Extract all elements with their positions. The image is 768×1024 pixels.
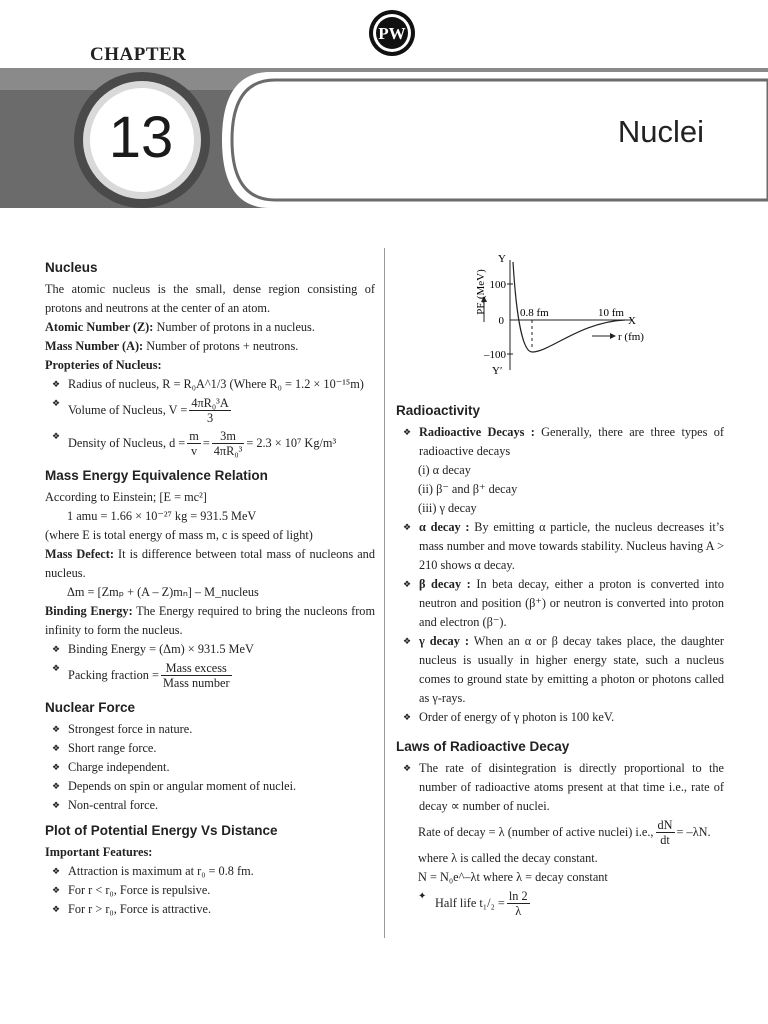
energy-note: (where E is total energy of mass m, c is speed of light) [45, 528, 313, 542]
packing-fraction-formula: ❖ Packing fraction = $\frac{\text{Mass excess}}{\text{Mass number}}$ [45, 659, 375, 692]
atomic-number-def: Atomic Number (Z): Number of protons in a nucleus. [45, 320, 315, 334]
nuclear-force-item: ❖ Short range force. [45, 739, 375, 758]
nuclear-force-item: ❖ Depends on spin or angular moment of nuclei. [45, 777, 375, 796]
y-tick-label-top: 100 [489, 279, 506, 291]
radioactive-decays: ❖ Radioactive Decays : Generally, there are three types of radioactive decays [396, 423, 724, 461]
gamma-decay: ❖ γ decay : When an α or β decay takes place, the daughter nucleus is usually in higher energy state, such a nucleus comes to ground state by emitting a photon or photons called as γ-rays. [396, 632, 724, 708]
section-heading-nuclear-force: Nuclear Force [45, 700, 136, 715]
einstein-relation: According to Einstein; [E = mc²] [45, 490, 207, 504]
gamma-energy-order: ❖ Order of energy of γ photon is 100 keV. [396, 708, 724, 727]
y-tick-label-bottom: –100 [484, 349, 506, 361]
section-heading-nucleus: Nucleus [45, 260, 98, 275]
right-column [396, 395, 724, 920]
decay-type-item: (ii) β⁻ and β⁺ decay [418, 482, 518, 496]
left-column [45, 252, 375, 919]
pe-feature-item: ❖ For r < r₀, Force is repulsive. [45, 881, 375, 900]
decay-type-item: (iii) γ decay [418, 501, 477, 515]
half-life-formula: ✦ Half life t₁/₂ = $\frac{\ln 2}{\lambda}$ [412, 887, 724, 920]
r-arrow-head [610, 333, 616, 339]
rate-of-decay-formula: Rate of decay = λ (number of active nuclei) i.e., $\frac{dN}{dt}$ = –λN. [418, 818, 711, 847]
y-tick-label-zero: 0 [498, 315, 504, 327]
binding-energy-formula: ❖ Binding Energy = (Δm) × 931.5 MeV [45, 640, 375, 659]
chapter-title: Nuclei [617, 114, 704, 149]
nuclear-force-item: ❖ Strongest force in nature. [45, 720, 375, 739]
section-heading-plot-pe: Plot of Potential Energy Vs Distance [45, 823, 278, 838]
important-features-label: Important Features: [45, 845, 153, 859]
nuclear-force-item: ❖ Non-central force. [45, 796, 375, 815]
mass-number-def: Mass Number (A): Number of protons + neutrons. [45, 339, 299, 353]
volume-formula: ❖ Volume of Nucleus, V = $\frac{\text{4πR₀³A}}{3}$ [45, 394, 375, 427]
radius-formula: ❖ Radius of nucleus, R = R₀A^1/3 (Where R₀ = 1.2 × 10⁻¹⁵m) [45, 375, 375, 394]
binding-energy-def: Binding Energy: The Energy required to bring the nucleons from infinity to form the nucleus. [45, 604, 376, 637]
chapter-number: 13 [108, 105, 174, 170]
y-prime-label: Y′ [492, 365, 503, 377]
pw-logo [367, 8, 417, 58]
x-label: X [628, 315, 636, 327]
pe-feature-item: ❖ Attraction is maximum at r₀ = 0.8 fm. [45, 862, 375, 881]
x-marker-label-2: 10 fm [598, 307, 624, 319]
density-formula: ❖ Density of Nucleus, d = $\frac{m}{v}$ = $\frac{3m}{\text{4πR₀³}}$ = 2.3 × 10⁷ Kg/m³ [45, 427, 375, 460]
column-divider [384, 248, 385, 938]
nuclear-force-item: ❖ Charge independent. [45, 758, 375, 777]
exponential-decay-formula: N = N₀e^–λt where λ = decay constant [418, 870, 608, 884]
pe-feature-item: ❖ For r > r₀, Force is attractive. [45, 900, 375, 919]
section-heading-mass-energy: Mass Energy Equivalence Relation [45, 468, 268, 483]
properties-label: Propteries of Nucleus: [45, 358, 162, 372]
mass-defect-formula: Δm = [Zmₚ + (A – Z)mₙ] – M_nucleus [67, 585, 259, 599]
y-label: Y [498, 253, 506, 265]
x-axis-title: r (fm) [618, 331, 644, 343]
decay-constant-note: where λ is called the decay constant. [418, 851, 598, 865]
mass-defect-def: Mass Defect: It is difference between total mass of nucleons and nucleus. [45, 547, 375, 580]
decay-law-statement: ❖ The rate of disintegration is directly proportional to the number of radioactive atoms present at that time i.e., rate of decay ∝ number of nuclei. [396, 759, 724, 816]
alpha-decay: ❖ α decay : By emitting α particle, the nucleus decreases it’s mass number and move towards stability. Nucleus having A > 210 shows α decay. [396, 518, 724, 575]
decay-type-item: (i) α decay [418, 463, 471, 477]
section-heading-laws: Laws of Radioactive Decay [396, 739, 570, 754]
nucleus-intro: The atomic nucleus is the small, dense region consisting of protons and neutrons at the center of an atom. [45, 282, 375, 315]
x-marker-label-1: 0.8 fm [520, 307, 549, 319]
beta-decay: ❖ β decay : In beta decay, either a proton is converted into neutron and position (β⁺) or neutron is converted into proton and electron (β⁻). [396, 575, 724, 632]
y-axis-title: PE (MeV) [475, 269, 487, 315]
amu-relation: 1 amu = 1.66 × 10⁻²⁷ kg = 931.5 MeV [67, 509, 257, 523]
logo-text: PW [378, 24, 406, 43]
section-heading-radioactivity: Radioactivity [396, 403, 481, 418]
chapter-label: CHAPTER [90, 44, 187, 65]
potential-energy-graph [470, 252, 650, 380]
